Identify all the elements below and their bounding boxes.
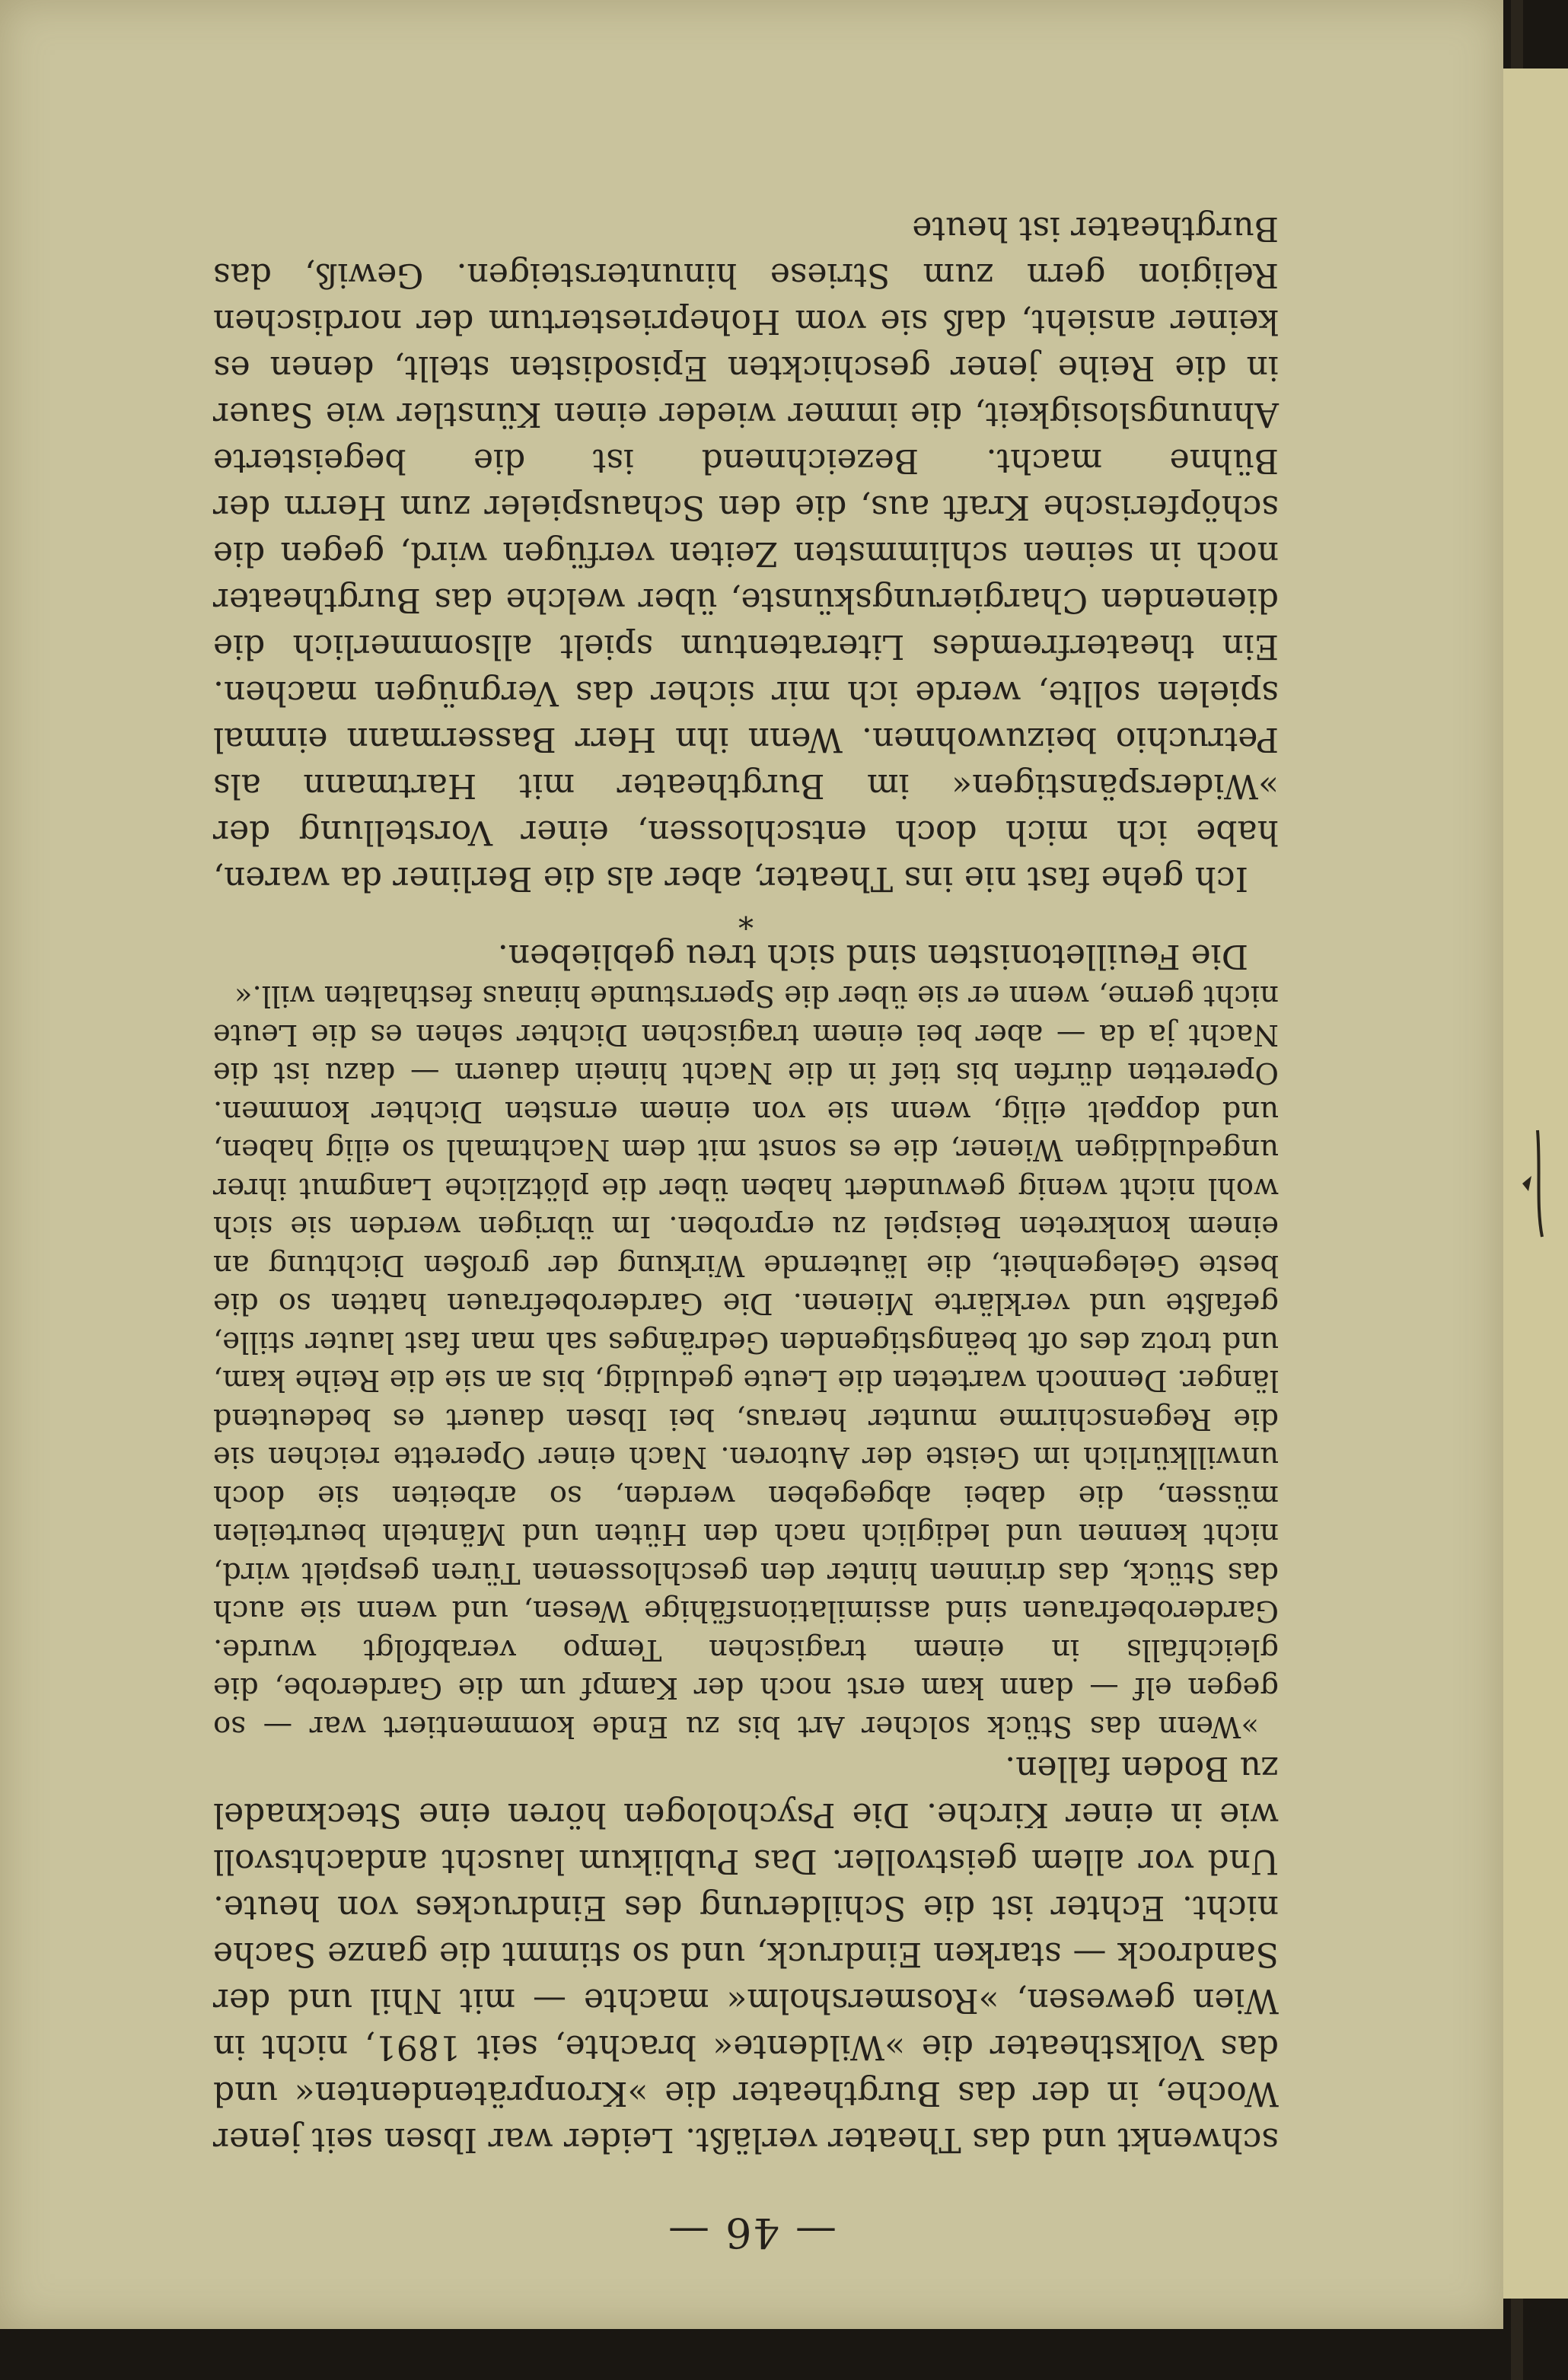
text-column [213, 206, 1279, 2163]
section-divider: * [738, 900, 754, 935]
page-number: — 46 — [666, 2209, 837, 2257]
quoted-passage: »Wenn das Stück solcher Art bis zu Ende kommentiert war — so gegen elf — dann kam erst noch der Kampf um die Garderobe, die gleichfalls in einem tragischen Tempo verabfolgt wurde. Garderobefrauen sind assimilationsfähige Wesen, und wenn sie auch das Stück, das drinnen hinter den geschlossenen Türen gespielt wird, nicht kennen und lediglich nach den Hüten und Mänteln beurteilen müssen, die dabei abgegeben werden, so arbeiten sie doch unwillkürlich im Geiste der Autoren. Nach einer Operette reichen sie die Regenschirme munter heraus, bei Ibsen dauert es bedeutend länger. Dennoch warteten die Leute geduldig, bis an sie die Reihe kam, und trotz des oft beängstigenden Gedränges sah man fast lauter stille, gefaßte und verklärte Mienen. Die Garderobefrauen hatten so die beste Gelegenheit, die läuternde Wirkung der großen Dichtung an einem konkreten Beispiel zu erproben. Im übrigen werden sie sich wohl nicht wenig gewundert haben über die plötzliche Langmut ihrer ungeduldigen Wiener, die es sonst mit dem Nachtmahl so eilig haben, und doppelt eilig, wenn sie von einem ernsten Dichter kommen. Operetten dürfen bis tief in die Nacht hinein dauern — dazu ist die Nacht ja da — aber bei einem tragischen Dichter sehen es die Leute nicht gerne, wenn er sie über die Sperrstunde hinaus festhalten will.« [213, 979, 1279, 1744]
final-paragraph: Ich gehe fast nie ins Theater, aber als die Berliner da waren, habe ich mich doch entschlossen, einer Vorstellung der »Widerspänstigen« im Burgtheater mit Hartmann als Petruchio beizuwohnen. Wenn ihn Herr Bassermann einmal spielen sollte, werde ich mir sicher das Vergnügen machen. Ein theaterfremdes Literatentum spielt allsommerlich die dienenden Chargierungskünste, über welche das Burgtheater noch in seinen schlimmsten Zeiten verfügen wird, gegen die schöpferische Kraft aus, die den Schauspieler zum Herrn der Bühne macht. Bezeichnend ist die begeisterte Ahnungslosigkeit, die immer wieder einen Künstler wie Sauer in die Reihe jener geschickten Episodisten stellt, denen es keiner ansieht, daß sie vom Hohepriestertum der nordischen Religion gern zum Striese hinuntersteigen. Gewiß, das Burgtheater ist heute [213, 209, 1279, 898]
closing-line: Die Feuilletonisten sind sich treu geblieben. [497, 937, 1248, 976]
body-paragraph: schwenkt und das Theater verläßt. Leider war Ibsen seit jener Woche, in der das Burgtheater die »Kronprätendenten« und das Volkstheater die »Wildente« brachte, seit 1891, nicht in Wien gewesen, »Rosmersholm« machte — mit Nhil und der Sandrock — starken Eindruck, und so stimmt die ganze Sache nicht. Echter ist die Schilderung des Eindruckes von heute. Und vor allem geistvoller. Das Publikum lauscht andachtsvoll wie in einer Kirche. Die Psychologen hören eine Stecknadel zu Boden fallen. [213, 1749, 1279, 2159]
pencil-mark-icon [1515, 1123, 1568, 1244]
